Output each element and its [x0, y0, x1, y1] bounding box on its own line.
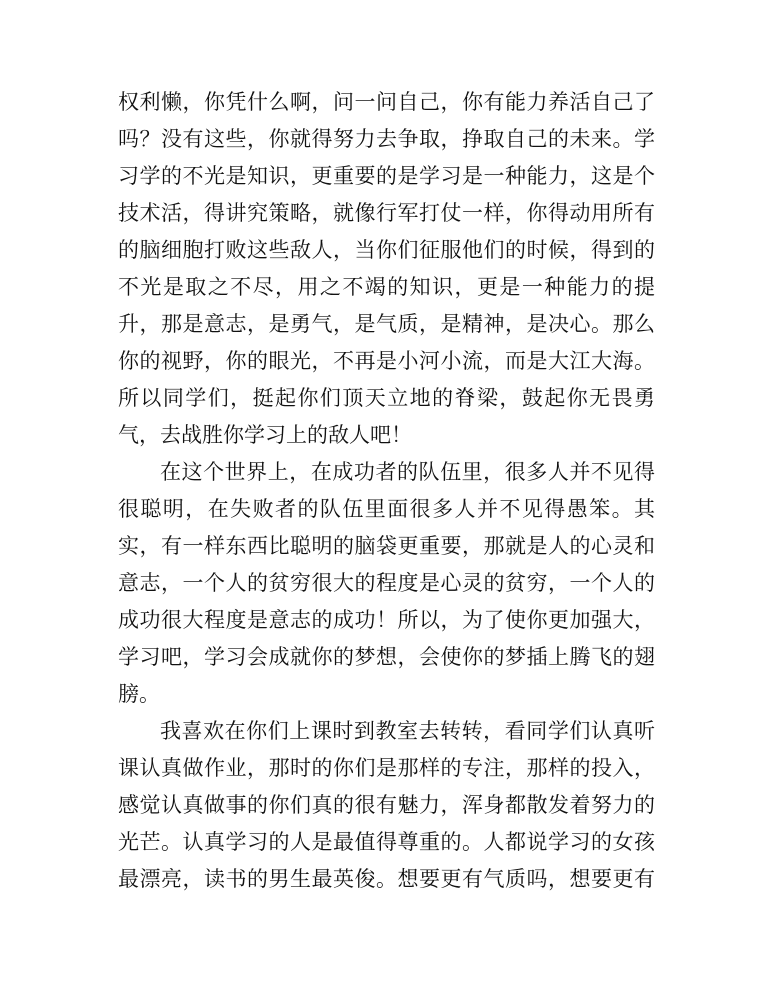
text-line: 吗？没有这些，你就得努力去争取，挣取自己的未来。学	[118, 127, 655, 151]
paragraph	[118, 84, 655, 454]
text-line: 感觉认真做事的你们真的很有魅力，浑身都散发着努力的	[118, 793, 655, 817]
text-line: 膀。	[118, 682, 160, 706]
text-line: 课认真做作业，那时的你们是那样的专注，那样的投入，	[118, 756, 655, 780]
text-line: 权利懒，你凭什么啊，问一问自己，你有能力养活自己了	[118, 90, 655, 114]
text-line: 气，去战胜你学习上的敌人吧！	[118, 423, 412, 447]
text-line: 的脑细胞打败这些敌人，当你们征服他们的时候，得到的	[118, 238, 655, 262]
text-line: 在这个世界上，在成功者的队伍里，很多人并不见得	[160, 460, 655, 484]
text-line: 很聪明，在失败者的队伍里面很多人并不见得愚笨。其	[118, 497, 655, 521]
text-line: 升，那是意志，是勇气，是气质，是精神，是决心。那么	[118, 312, 655, 336]
paragraph	[118, 713, 655, 898]
text-line: 实，有一样东西比聪明的脑袋更重要，那就是人的心灵和	[118, 534, 655, 558]
text-line: 我喜欢在你们上课时到教室去转转，看同学们认真听	[160, 719, 655, 743]
body-text	[118, 84, 655, 898]
paragraph	[118, 454, 655, 713]
text-line: 技术活，得讲究策略，就像行军打仗一样，你得动用所有	[118, 201, 655, 225]
text-line: 学习吧，学习会成就你的梦想，会使你的梦插上腾飞的翅	[118, 645, 655, 669]
text-line: 最漂亮，读书的男生最英俊。想要更有气质吗，想要更有	[118, 867, 655, 891]
text-line: 所以同学们，挺起你们顶天立地的脊梁，鼓起你无畏勇	[118, 386, 655, 410]
text-line: 成功很大程度是意志的成功！所以，为了使你更加强大，	[118, 608, 655, 632]
text-line: 意志，一个人的贫穷很大的程度是心灵的贫穷，一个人的	[118, 571, 655, 595]
text-line: 你的视野，你的眼光，不再是小河小流，而是大江大海。	[118, 349, 655, 373]
text-line: 习学的不光是知识，更重要的是学习是一种能力，这是个	[118, 164, 655, 188]
text-line: 不光是取之不尽，用之不竭的知识，更是一种能力的提	[118, 275, 655, 299]
text-line: 光芒。认真学习的人是最值得尊重的。人都说学习的女孩	[118, 830, 655, 854]
